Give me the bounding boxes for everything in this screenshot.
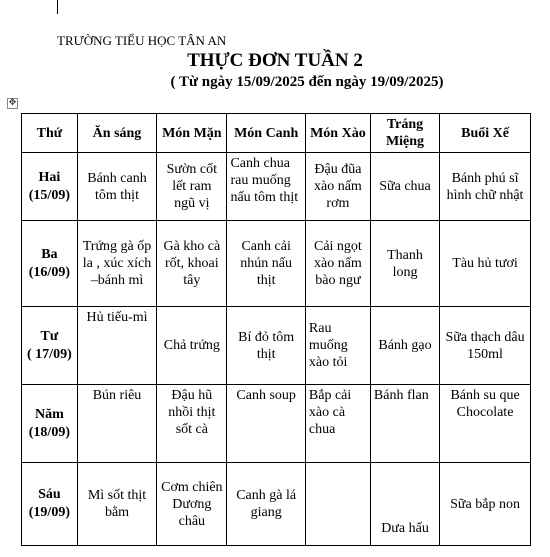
day-name: Sáu	[38, 487, 61, 502]
header-row	[22, 114, 531, 153]
cell-trang-mieng: Dưa hấu	[370, 463, 439, 546]
cell-mon-xao: Cải ngọt xào nấm bào ngư	[305, 221, 370, 307]
col-header-mon-xao: Món Xào	[305, 114, 370, 153]
cell-mon-man: Cơm chiên Dương châu	[157, 463, 227, 546]
cell-mon-man: Sườn cốt lết ram ngũ vị	[157, 153, 227, 221]
cell-mon-canh: Canh gà lá giang	[227, 463, 305, 546]
table-row-hai	[22, 153, 531, 221]
cell-buoi-xe: Bánh su que Chocolate	[440, 385, 531, 463]
cell-mon-xao: Bắp cải xào cà chua	[305, 385, 370, 463]
table-row-sau	[22, 463, 531, 546]
day-date: ( 17/09)	[27, 346, 72, 362]
cell-buoi-xe: Bánh phú sĩ hình chữ nhật	[440, 153, 531, 221]
col-header-mon-man: Món Mặn	[157, 114, 227, 153]
cell-mon-xao	[305, 463, 370, 546]
cell-trang-mieng: Sữa chua	[370, 153, 439, 221]
day-cell	[22, 153, 78, 221]
cell-mon-man: Đậu hũ nhồi thịt sốt cà	[157, 385, 227, 463]
cell-an-sang: Bánh canh tôm thịt	[77, 153, 156, 221]
cell-mon-xao: Rau muống xào tỏi	[305, 307, 370, 385]
school-name: TRƯỜNG TIỂU HỌC TÂN AN	[57, 33, 227, 48]
day-date: (18/09)	[28, 424, 70, 440]
day-cell	[22, 307, 78, 385]
cell-mon-man: Gà kho cà rốt, khoai tây	[157, 221, 227, 307]
cell-trang-mieng: Thanh long	[370, 221, 439, 307]
day-name: Tư	[40, 328, 59, 344]
cell-mon-xao: Đậu đũa xào nấm rơm	[305, 153, 370, 221]
day-name: Năm	[34, 406, 64, 422]
col-header-mon-canh: Món Canh	[227, 114, 305, 153]
day-cell	[22, 463, 78, 546]
col-header-thu: Thứ	[22, 114, 78, 153]
day-name: Ba	[41, 246, 58, 262]
cell-mon-canh: Canh cải nhún nấu thịt	[227, 221, 305, 307]
cell-buoi-xe: Sữa thạch dâu 150ml	[440, 307, 531, 385]
page-title: THỰC ĐƠN TUẦN 2	[187, 50, 363, 71]
cell-mon-canh: Bí đỏ tôm thịt	[227, 307, 305, 385]
cell-trang-mieng: Bánh flan	[370, 385, 439, 463]
cell-trang-mieng: Bánh gạo	[370, 307, 439, 385]
table-row-nam	[22, 385, 531, 463]
day-date: (19/09)	[28, 505, 70, 520]
cell-mon-canh: Canh chua rau muống nấu tôm thịt	[227, 153, 305, 221]
cell-mon-man: Chả trứng	[157, 307, 227, 385]
col-header-an-sang: Ăn sáng	[77, 114, 156, 153]
cell-an-sang: Mì sốt thịt bằm	[77, 463, 156, 546]
cell-an-sang: Bún riêu	[77, 385, 156, 463]
cell-buoi-xe: Tàu hủ tươi	[440, 221, 531, 307]
col-header-trang-mieng: Tráng Miệng	[370, 114, 439, 153]
day-cell	[22, 385, 78, 463]
date-range-subtitle: ( Từ ngày 15/09/2025 đến ngày 19/09/2025)	[170, 74, 444, 90]
cell-an-sang: Trứng gà ốp la , xúc xích –bánh mì	[77, 221, 156, 307]
text-cursor	[57, 0, 58, 14]
day-date: (15/09)	[28, 187, 70, 203]
day-cell	[22, 221, 78, 307]
table-row-tu	[22, 307, 531, 385]
table-row-ba	[22, 221, 531, 307]
weekly-menu-table	[21, 113, 531, 546]
col-header-buoi-xe: Buổi Xế	[440, 114, 531, 153]
cell-mon-canh: Canh soup	[227, 385, 305, 463]
cell-buoi-xe: Sữa bắp non	[440, 463, 531, 546]
day-name: Hai	[38, 169, 61, 185]
day-date: (16/09)	[28, 264, 70, 280]
cell-an-sang: Hủ tiếu-mì	[77, 307, 156, 385]
table-move-handle-icon[interactable]: ✥	[8, 98, 17, 108]
